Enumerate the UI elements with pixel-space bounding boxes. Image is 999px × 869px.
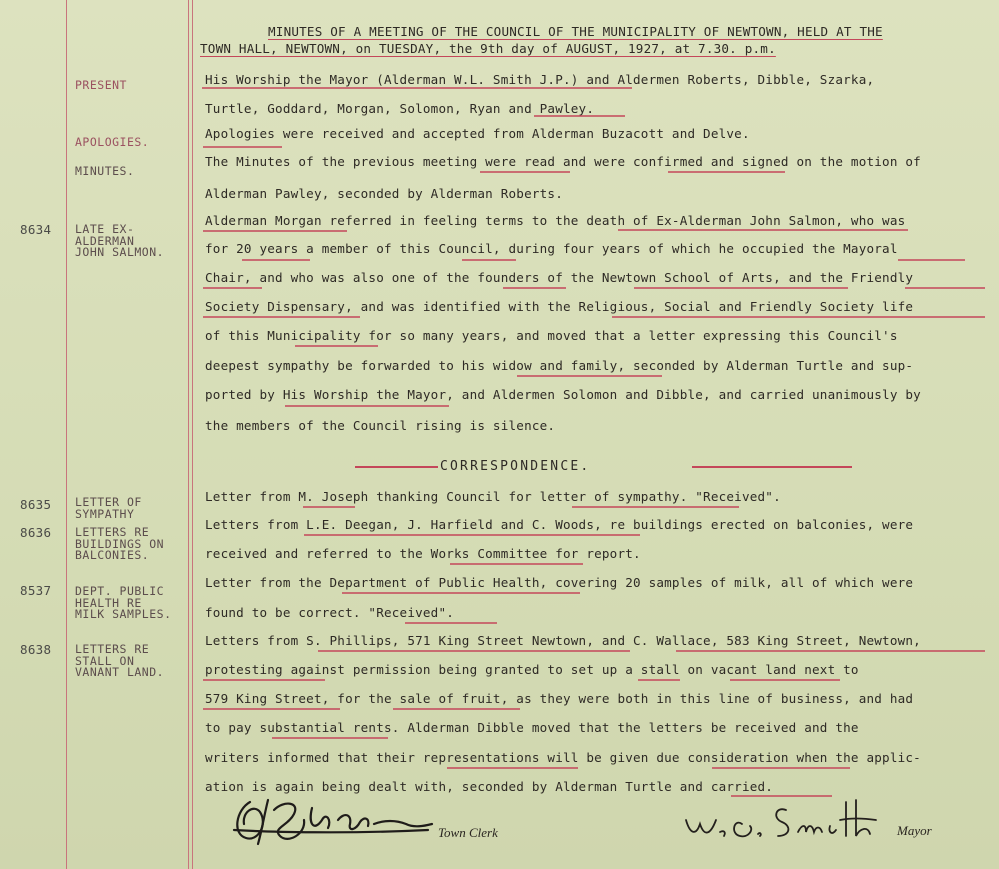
margin-label-stall-on-vacant-land: LETTERS RE STALL ON VANANT LAND. <box>75 642 165 679</box>
body-line: ation is again being dealt with, seconded by Alderman Turtle and carried. <box>205 779 774 794</box>
body-line: The Minutes of the previous meeting were read and were confirmed and signed on the motion of <box>205 154 921 169</box>
margin-label-apologies: APOLOGIES. <box>75 135 150 149</box>
margin-label-letter-of-sympathy: LETTER OF SYMPATHY <box>75 495 142 521</box>
body-line: Letters from S. Phillips, 571 King Street Newtown, and C. Wallace, 583 King Street, Newtown, <box>205 633 921 648</box>
margin-rule-right-inner <box>192 0 193 869</box>
body-line: Letter from M. Joseph thanking Council for letter of sympathy. "Received". <box>205 489 781 504</box>
body-line: Alderman Pawley, seconded by Alderman Roberts. <box>205 186 563 201</box>
town-clerk-signature <box>228 790 438 850</box>
body-line: writers informed that their representations will be given due consideration when the applic- <box>205 750 921 765</box>
body-line: 579 King Street, for the sale of fruit, as they were both in this line of business, and had <box>205 691 914 706</box>
heading-rule-left <box>355 466 438 468</box>
body-line: His Worship the Mayor (Alderman W.L. Smith J.P.) and Aldermen Roberts, Dibble, Szarka, <box>205 72 875 87</box>
item-number-8638: 8638 <box>20 642 52 657</box>
body-line: of this Municipality for so many years, and moved that a letter expressing this Council's <box>205 328 898 343</box>
body-line: Letters from L.E. Deegan, J. Harfield and C. Woods, re buildings erected on balconies, were <box>205 517 914 532</box>
body-line: Alderman Morgan referred in feeling terms to the death of Ex-Alderman John Salmon, who was <box>205 213 906 228</box>
minutes-title-line-1: MINUTES OF A MEETING OF THE COUNCIL OF THE MUNICIPALITY OF NEWTOWN, HELD AT THE <box>268 24 883 39</box>
body-line: protesting against permission being granted to set up a stall on vacant land next to <box>205 662 859 677</box>
body-line: the members of the Council rising is silence. <box>205 418 556 433</box>
item-number-8634: 8634 <box>20 222 52 237</box>
body-line: Letter from the Department of Public Health, covering 20 samples of milk, all of which were <box>205 575 914 590</box>
body-line: Chair, and who was also one of the founders of the Newtown School of Arts, and the Friendly <box>205 270 914 285</box>
body-line: Turtle, Goddard, Morgan, Solomon, Ryan and Pawley. <box>205 101 595 116</box>
item-number-8636: 8636 <box>20 525 52 540</box>
town-clerk-label: Town Clerk <box>438 825 498 840</box>
body-line: received and referred to the Works Committee for report. <box>205 546 641 561</box>
margin-label-milk-samples: DEPT. PUBLIC HEALTH RE MILK SAMPLES. <box>75 584 172 621</box>
margin-label-buildings-on-balconies: LETTERS RE BUILDINGS ON BALCONIES. <box>75 525 165 562</box>
body-line: Society Dispensary, and was identified with the Religious, Social and Friendly Society life <box>205 299 914 314</box>
margin-label-minutes: MINUTES. <box>75 164 135 178</box>
body-line: found to be correct. "Received". <box>205 605 455 620</box>
margin-label-late-ex-alderman: LATE EX- ALDERMAN JOHN SALMON. <box>75 222 165 259</box>
margin-label-present: PRESENT <box>75 78 127 92</box>
correspondence-heading: CORRESPONDENCE. <box>440 459 591 474</box>
body-line: for 20 years a member of this Council, during four years of which he occupied the Mayoral <box>205 241 898 256</box>
margin-rule-right <box>188 0 189 869</box>
minutes-title-line-2: TOWN HALL, NEWTOWN, on TUESDAY, the 9th day of AUGUST, 1927, at 7.30. p.m. <box>200 41 776 56</box>
mayor-label: Mayor <box>897 823 932 838</box>
mayor-signature <box>680 796 895 846</box>
body-line: ported by His Worship the Mayor, and Aldermen Solomon and Dibble, and carried unanimously by <box>205 387 921 402</box>
body-line: deepest sympathy be forwarded to his widow and family, seconded by Alderman Turtle and sup- <box>205 358 914 373</box>
item-number-8635: 8635 <box>20 497 52 512</box>
item-number-8537: 8537 <box>20 583 52 598</box>
margin-rule-left <box>66 0 67 869</box>
body-line: Apologies were received and accepted from Alderman Buzacott and Delve. <box>205 126 750 141</box>
body-line: to pay substantial rents. Alderman Dibble moved that the letters be received and the <box>205 720 859 735</box>
heading-rule-right <box>692 466 852 468</box>
